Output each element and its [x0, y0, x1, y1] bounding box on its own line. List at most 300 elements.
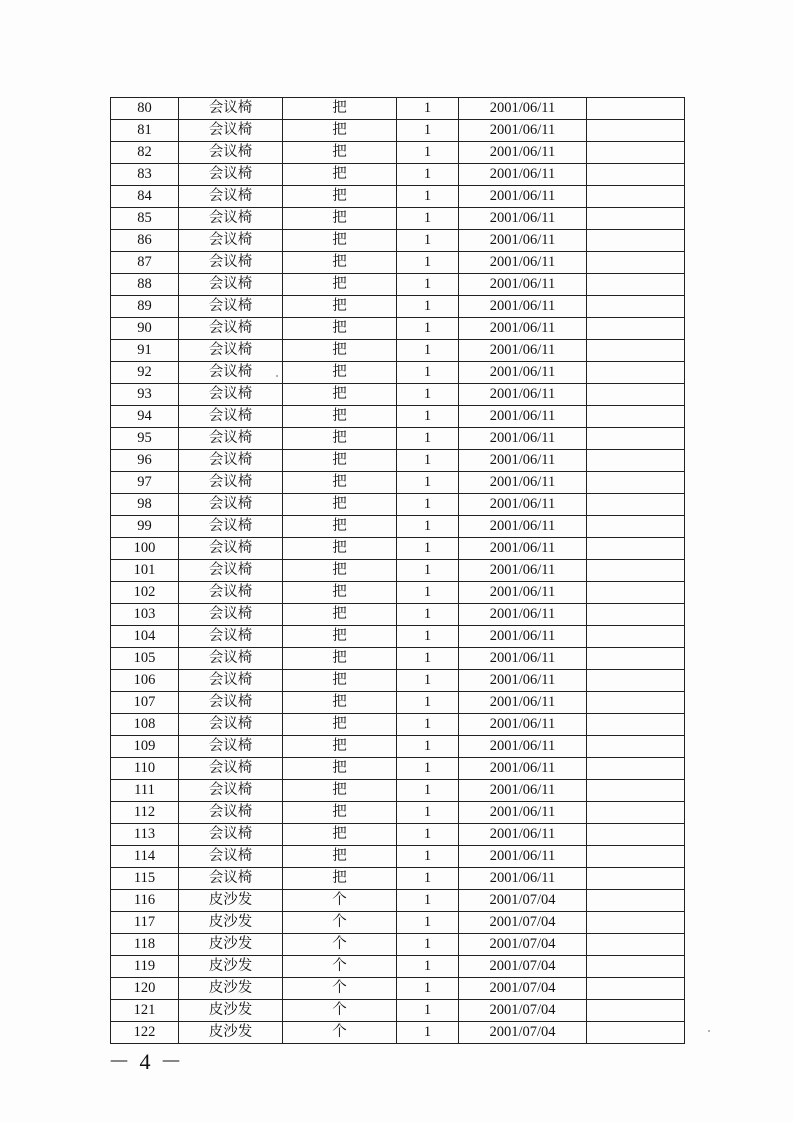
cell-no: 111: [111, 780, 179, 802]
cell-note: [587, 934, 685, 956]
cell-date: 2001/06/11: [459, 736, 587, 758]
cell-unit: 把: [283, 120, 397, 142]
cell-note: [587, 340, 685, 362]
cell-qty: 1: [397, 1022, 459, 1044]
table-row: [111, 890, 685, 912]
cell-name: 会议椅: [179, 252, 283, 274]
cell-qty: 1: [397, 406, 459, 428]
cell-unit: 把: [283, 340, 397, 362]
cell-no: 82: [111, 142, 179, 164]
cell-date: 2001/06/11: [459, 186, 587, 208]
table-row: [111, 406, 685, 428]
table-row: [111, 626, 685, 648]
cell-name: 会议椅: [179, 384, 283, 406]
cell-no: 102: [111, 582, 179, 604]
table-row: [111, 296, 685, 318]
cell-no: 110: [111, 758, 179, 780]
cell-qty: 1: [397, 142, 459, 164]
cell-note: [587, 560, 685, 582]
cell-note: [587, 318, 685, 340]
cell-qty: 1: [397, 626, 459, 648]
cell-note: [587, 1000, 685, 1022]
cell-unit: 把: [283, 450, 397, 472]
cell-qty: 1: [397, 164, 459, 186]
cell-qty: 1: [397, 472, 459, 494]
cell-date: 2001/06/11: [459, 296, 587, 318]
cell-name: 会议椅: [179, 670, 283, 692]
cell-unit: 把: [283, 868, 397, 890]
cell-name: 会议椅: [179, 538, 283, 560]
cell-unit: 个: [283, 978, 397, 1000]
cell-no: 116: [111, 890, 179, 912]
table-row: [111, 120, 685, 142]
cell-note: [587, 120, 685, 142]
cell-note: [587, 208, 685, 230]
cell-unit: 把: [283, 274, 397, 296]
cell-name: 皮沙发: [179, 890, 283, 912]
table-row: [111, 538, 685, 560]
cell-no: 87: [111, 252, 179, 274]
table-row: [111, 142, 685, 164]
cell-date: 2001/06/11: [459, 252, 587, 274]
cell-name: 会议椅: [179, 98, 283, 120]
cell-no: 115: [111, 868, 179, 890]
cell-date: 2001/06/11: [459, 670, 587, 692]
cell-date: 2001/06/11: [459, 582, 587, 604]
table-row: [111, 934, 685, 956]
cell-qty: 1: [397, 274, 459, 296]
cell-qty: 1: [397, 538, 459, 560]
table-row: [111, 208, 685, 230]
cell-unit: 把: [283, 428, 397, 450]
cell-no: 104: [111, 626, 179, 648]
cell-note: [587, 670, 685, 692]
cell-qty: 1: [397, 296, 459, 318]
table-row: [111, 604, 685, 626]
cell-name: 会议椅: [179, 318, 283, 340]
cell-qty: 1: [397, 252, 459, 274]
cell-unit: 把: [283, 538, 397, 560]
cell-qty: 1: [397, 934, 459, 956]
cell-qty: 1: [397, 670, 459, 692]
cell-name: 会议椅: [179, 164, 283, 186]
cell-unit: 把: [283, 604, 397, 626]
table-row: [111, 428, 685, 450]
table-row: [111, 978, 685, 1000]
cell-no: 122: [111, 1022, 179, 1044]
cell-name: 会议椅: [179, 604, 283, 626]
cell-qty: 1: [397, 428, 459, 450]
cell-name: 会议椅: [179, 340, 283, 362]
cell-qty: 1: [397, 1000, 459, 1022]
cell-name: 会议椅: [179, 142, 283, 164]
cell-no: 107: [111, 692, 179, 714]
cell-note: [587, 516, 685, 538]
table-row: [111, 1000, 685, 1022]
table-row: [111, 230, 685, 252]
cell-no: 81: [111, 120, 179, 142]
cell-unit: 个: [283, 1000, 397, 1022]
cell-note: [587, 428, 685, 450]
cell-no: 86: [111, 230, 179, 252]
cell-name: 会议椅: [179, 428, 283, 450]
cell-name: 皮沙发: [179, 934, 283, 956]
cell-no: 105: [111, 648, 179, 670]
cell-qty: 1: [397, 362, 459, 384]
cell-no: 93: [111, 384, 179, 406]
cell-name: 会议椅: [179, 692, 283, 714]
cell-no: 94: [111, 406, 179, 428]
cell-qty: 1: [397, 824, 459, 846]
cell-date: 2001/06/11: [459, 824, 587, 846]
cell-date: 2001/06/11: [459, 164, 587, 186]
cell-note: [587, 538, 685, 560]
cell-note: [587, 98, 685, 120]
cell-qty: 1: [397, 912, 459, 934]
table-row: [111, 384, 685, 406]
cell-name: 会议椅: [179, 626, 283, 648]
cell-qty: 1: [397, 230, 459, 252]
table-row: [111, 186, 685, 208]
cell-no: 96: [111, 450, 179, 472]
cell-qty: 1: [397, 98, 459, 120]
cell-note: [587, 758, 685, 780]
cell-unit: 把: [283, 582, 397, 604]
table-row: [111, 494, 685, 516]
table-row: [111, 318, 685, 340]
cell-date: 2001/07/04: [459, 890, 587, 912]
cell-no: 83: [111, 164, 179, 186]
table-row: [111, 956, 685, 978]
cell-date: 2001/06/11: [459, 802, 587, 824]
cell-note: [587, 736, 685, 758]
cell-unit: 把: [283, 824, 397, 846]
cell-qty: 1: [397, 318, 459, 340]
cell-unit: 把: [283, 472, 397, 494]
cell-date: 2001/06/11: [459, 626, 587, 648]
cell-date: 2001/06/11: [459, 516, 587, 538]
table-row: [111, 472, 685, 494]
cell-note: [587, 274, 685, 296]
cell-unit: 把: [283, 648, 397, 670]
cell-name: 会议椅: [179, 868, 283, 890]
table-row: [111, 802, 685, 824]
cell-no: 117: [111, 912, 179, 934]
cell-note: [587, 956, 685, 978]
cell-name: 会议椅: [179, 450, 283, 472]
cell-note: [587, 1022, 685, 1044]
cell-note: [587, 582, 685, 604]
cell-date: 2001/06/11: [459, 208, 587, 230]
cell-unit: 把: [283, 802, 397, 824]
table-row: [111, 252, 685, 274]
cell-no: 109: [111, 736, 179, 758]
cell-date: 2001/06/11: [459, 428, 587, 450]
cell-qty: 1: [397, 978, 459, 1000]
cell-qty: 1: [397, 780, 459, 802]
cell-no: 108: [111, 714, 179, 736]
cell-note: [587, 472, 685, 494]
cell-no: 112: [111, 802, 179, 824]
cell-no: 92: [111, 362, 179, 384]
cell-no: 97: [111, 472, 179, 494]
cell-name: 会议椅: [179, 274, 283, 296]
asset-table-body: [111, 98, 685, 1044]
cell-unit: 把: [283, 758, 397, 780]
cell-note: [587, 186, 685, 208]
cell-unit: 把: [283, 516, 397, 538]
cell-qty: 1: [397, 758, 459, 780]
cell-date: 2001/06/11: [459, 362, 587, 384]
cell-no: 80: [111, 98, 179, 120]
cell-unit: 把: [283, 736, 397, 758]
cell-note: [587, 252, 685, 274]
cell-name: 会议椅: [179, 780, 283, 802]
cell-name: 会议椅: [179, 362, 283, 384]
cell-date: 2001/06/11: [459, 384, 587, 406]
table-row: [111, 582, 685, 604]
cell-date: 2001/06/11: [459, 846, 587, 868]
cell-unit: 把: [283, 670, 397, 692]
cell-no: 84: [111, 186, 179, 208]
cell-unit: 把: [283, 494, 397, 516]
cell-no: 101: [111, 560, 179, 582]
cell-name: 会议椅: [179, 494, 283, 516]
cell-date: 2001/06/11: [459, 318, 587, 340]
cell-note: [587, 780, 685, 802]
cell-no: 99: [111, 516, 179, 538]
cell-qty: 1: [397, 604, 459, 626]
cell-date: 2001/06/11: [459, 406, 587, 428]
cell-no: 90: [111, 318, 179, 340]
cell-no: 113: [111, 824, 179, 846]
cell-unit: 把: [283, 692, 397, 714]
cell-no: 100: [111, 538, 179, 560]
cell-qty: 1: [397, 450, 459, 472]
cell-unit: 把: [283, 98, 397, 120]
cell-no: 91: [111, 340, 179, 362]
cell-date: 2001/06/11: [459, 648, 587, 670]
cell-note: [587, 692, 685, 714]
table-row: [111, 824, 685, 846]
cell-qty: 1: [397, 186, 459, 208]
cell-qty: 1: [397, 692, 459, 714]
cell-qty: 1: [397, 340, 459, 362]
cell-unit: 把: [283, 186, 397, 208]
cell-unit: 把: [283, 846, 397, 868]
cell-note: [587, 868, 685, 890]
cell-date: 2001/07/04: [459, 1000, 587, 1022]
cell-date: 2001/06/11: [459, 450, 587, 472]
cell-name: 会议椅: [179, 208, 283, 230]
table-row: [111, 670, 685, 692]
scan-speck: [276, 375, 278, 377]
cell-date: 2001/06/11: [459, 142, 587, 164]
cell-no: 120: [111, 978, 179, 1000]
cell-note: [587, 714, 685, 736]
cell-name: 会议椅: [179, 648, 283, 670]
cell-name: 会议椅: [179, 758, 283, 780]
cell-unit: 把: [283, 406, 397, 428]
cell-no: 85: [111, 208, 179, 230]
cell-unit: 个: [283, 890, 397, 912]
cell-qty: 1: [397, 956, 459, 978]
cell-date: 2001/06/11: [459, 120, 587, 142]
cell-no: 98: [111, 494, 179, 516]
cell-unit: 个: [283, 1022, 397, 1044]
cell-date: 2001/06/11: [459, 604, 587, 626]
scan-speck: [708, 1030, 710, 1032]
cell-note: [587, 230, 685, 252]
table-row: [111, 758, 685, 780]
cell-name: 会议椅: [179, 846, 283, 868]
cell-qty: 1: [397, 494, 459, 516]
cell-note: [587, 912, 685, 934]
cell-no: 106: [111, 670, 179, 692]
cell-no: 103: [111, 604, 179, 626]
table-row: [111, 736, 685, 758]
cell-date: 2001/06/11: [459, 780, 587, 802]
cell-unit: 把: [283, 560, 397, 582]
cell-qty: 1: [397, 516, 459, 538]
table-row: [111, 98, 685, 120]
cell-qty: 1: [397, 582, 459, 604]
cell-unit: 把: [283, 626, 397, 648]
cell-date: 2001/06/11: [459, 868, 587, 890]
cell-date: 2001/06/11: [459, 472, 587, 494]
cell-no: 119: [111, 956, 179, 978]
cell-unit: 把: [283, 384, 397, 406]
cell-date: 2001/06/11: [459, 758, 587, 780]
cell-unit: 把: [283, 318, 397, 340]
cell-unit: 把: [283, 362, 397, 384]
cell-name: 皮沙发: [179, 956, 283, 978]
cell-date: 2001/06/11: [459, 714, 587, 736]
cell-name: 会议椅: [179, 714, 283, 736]
cell-note: [587, 802, 685, 824]
cell-note: [587, 296, 685, 318]
cell-note: [587, 406, 685, 428]
asset-table: [110, 97, 685, 1044]
cell-no: 88: [111, 274, 179, 296]
cell-note: [587, 824, 685, 846]
table-row: [111, 362, 685, 384]
cell-name: 皮沙发: [179, 1022, 283, 1044]
cell-date: 2001/06/11: [459, 230, 587, 252]
cell-name: 会议椅: [179, 560, 283, 582]
cell-note: [587, 494, 685, 516]
cell-qty: 1: [397, 120, 459, 142]
table-row: [111, 1022, 685, 1044]
cell-name: 会议椅: [179, 120, 283, 142]
cell-qty: 1: [397, 868, 459, 890]
cell-name: 皮沙发: [179, 978, 283, 1000]
cell-date: 2001/06/11: [459, 98, 587, 120]
cell-qty: 1: [397, 208, 459, 230]
cell-date: 2001/06/11: [459, 340, 587, 362]
table-row: [111, 560, 685, 582]
cell-qty: 1: [397, 560, 459, 582]
cell-name: 皮沙发: [179, 912, 283, 934]
cell-unit: 个: [283, 956, 397, 978]
cell-unit: 把: [283, 208, 397, 230]
cell-name: 会议椅: [179, 736, 283, 758]
cell-note: [587, 362, 685, 384]
cell-unit: 把: [283, 230, 397, 252]
cell-note: [587, 846, 685, 868]
cell-name: 会议椅: [179, 406, 283, 428]
cell-name: 会议椅: [179, 230, 283, 252]
cell-note: [587, 626, 685, 648]
cell-unit: 把: [283, 252, 397, 274]
table-row: [111, 164, 685, 186]
cell-qty: 1: [397, 648, 459, 670]
cell-qty: 1: [397, 736, 459, 758]
table-row: [111, 450, 685, 472]
cell-no: 118: [111, 934, 179, 956]
cell-date: 2001/07/04: [459, 956, 587, 978]
cell-name: 会议椅: [179, 516, 283, 538]
cell-note: [587, 450, 685, 472]
cell-unit: 把: [283, 142, 397, 164]
cell-qty: 1: [397, 714, 459, 736]
page-number: － 4 －: [108, 1049, 185, 1074]
cell-qty: 1: [397, 384, 459, 406]
cell-note: [587, 142, 685, 164]
cell-name: 会议椅: [179, 472, 283, 494]
cell-no: 89: [111, 296, 179, 318]
cell-no: 121: [111, 1000, 179, 1022]
cell-no: 114: [111, 846, 179, 868]
cell-name: 皮沙发: [179, 1000, 283, 1022]
cell-name: 会议椅: [179, 296, 283, 318]
cell-date: 2001/07/04: [459, 978, 587, 1000]
table-row: [111, 692, 685, 714]
cell-note: [587, 648, 685, 670]
cell-note: [587, 164, 685, 186]
table-row: [111, 780, 685, 802]
table-row: [111, 714, 685, 736]
cell-qty: 1: [397, 846, 459, 868]
cell-note: [587, 384, 685, 406]
table-row: [111, 868, 685, 890]
cell-name: 会议椅: [179, 824, 283, 846]
table-row: [111, 648, 685, 670]
cell-date: 2001/06/11: [459, 692, 587, 714]
cell-date: 2001/07/04: [459, 1022, 587, 1044]
cell-unit: 把: [283, 714, 397, 736]
table-row: [111, 516, 685, 538]
cell-note: [587, 978, 685, 1000]
cell-note: [587, 604, 685, 626]
cell-note: [587, 890, 685, 912]
cell-unit: 个: [283, 934, 397, 956]
cell-date: 2001/07/04: [459, 934, 587, 956]
cell-unit: 个: [283, 912, 397, 934]
cell-unit: 把: [283, 164, 397, 186]
cell-no: 95: [111, 428, 179, 450]
cell-name: 会议椅: [179, 802, 283, 824]
cell-qty: 1: [397, 890, 459, 912]
cell-date: 2001/06/11: [459, 560, 587, 582]
cell-unit: 把: [283, 296, 397, 318]
table-row: [111, 846, 685, 868]
table-row: [111, 340, 685, 362]
cell-name: 会议椅: [179, 582, 283, 604]
cell-date: 2001/06/11: [459, 494, 587, 516]
cell-date: 2001/06/11: [459, 274, 587, 296]
cell-name: 会议椅: [179, 186, 283, 208]
